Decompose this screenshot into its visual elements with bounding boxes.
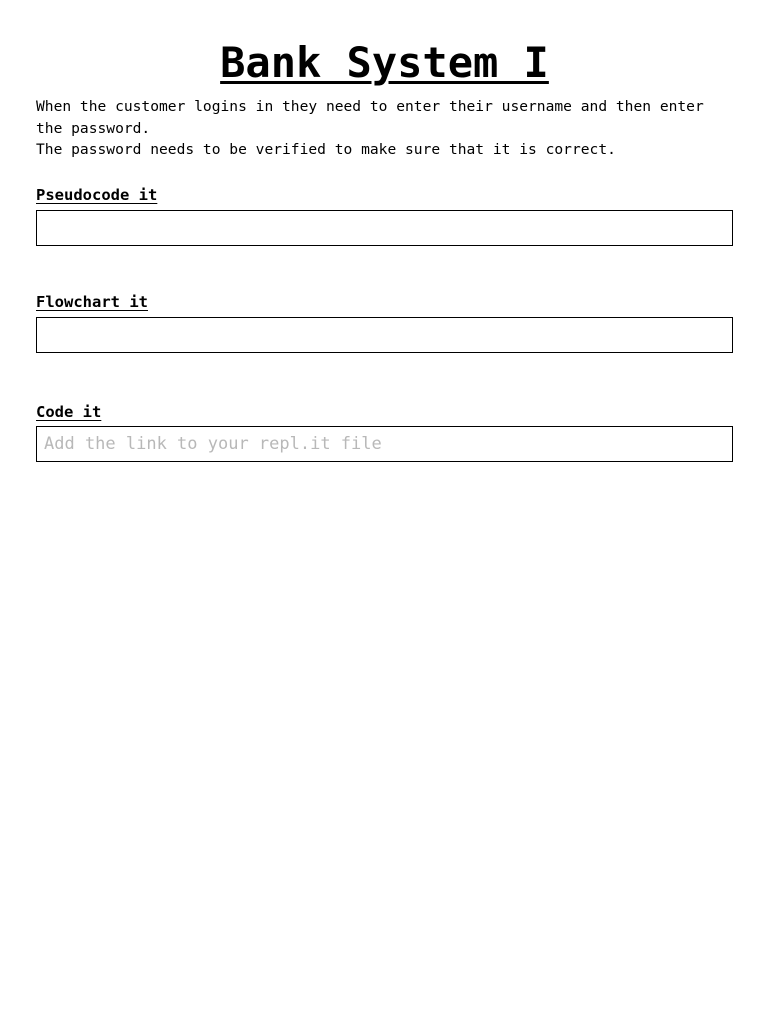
pseudocode-label: Pseudocode it bbox=[36, 186, 158, 204]
pseudocode-input[interactable] bbox=[36, 210, 733, 246]
task-description bbox=[36, 96, 733, 161]
description-line: When the customer logins in they need to enter their username and then enter the password. bbox=[36, 98, 704, 137]
code-label: Code it bbox=[36, 403, 102, 421]
flowchart-label: Flowchart it bbox=[36, 293, 148, 311]
description-line: The password needs to be verified to make sure that it is correct. bbox=[36, 141, 616, 158]
page-title: Bank System I bbox=[220, 38, 549, 87]
worksheet-page bbox=[36, 0, 733, 421]
repl-link-input[interactable] bbox=[36, 426, 733, 462]
flowchart-input[interactable] bbox=[36, 317, 733, 353]
